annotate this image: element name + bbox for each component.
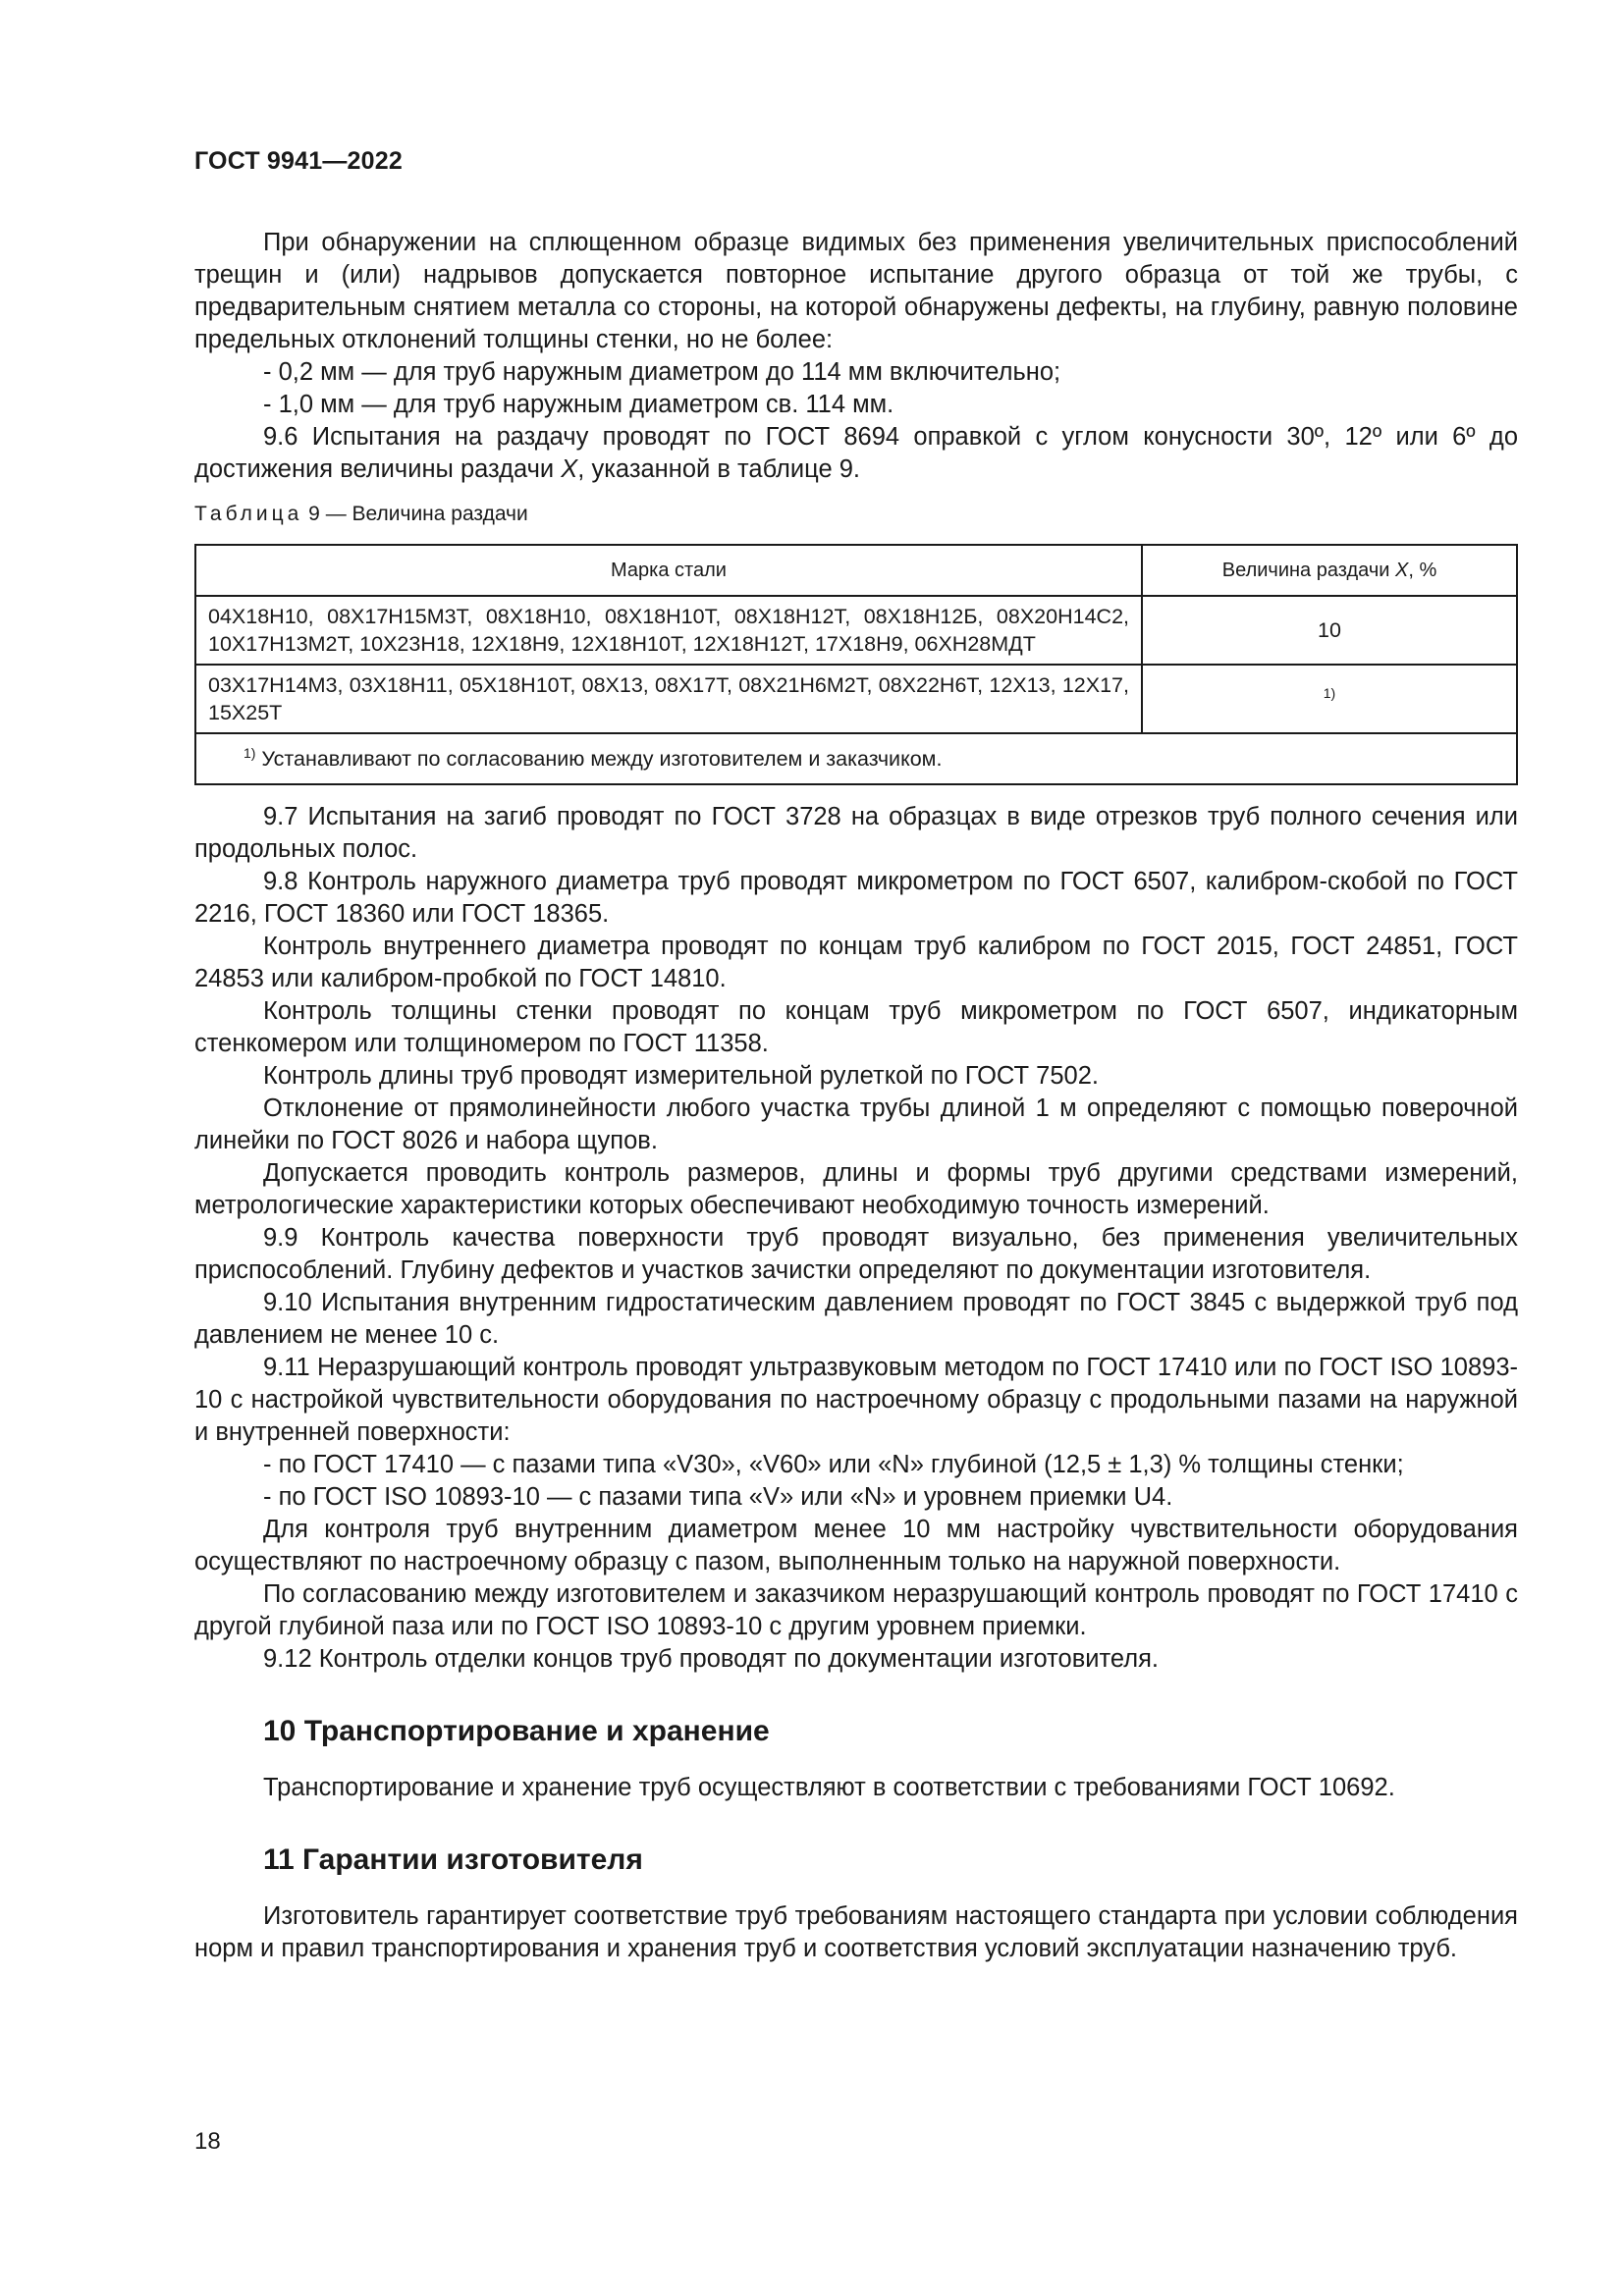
table-cell-grades: 03Х17Н14М3, 03Х18Н11, 05Х18Н10Т, 08Х13, 08Х17Т, 08Х21Н6М2Т, 08Х22Н6Т, 12Х13, 12Х17, 15Х25Т: [195, 665, 1142, 733]
table-footnote-row: [195, 733, 1517, 784]
footnote-mark: 1): [244, 744, 256, 761]
paragraph: Контроль толщины стенки проводят по концам труб микрометром по ГОСТ 6507, индикаторным стенкомером или толщиномером по ГОСТ 11358.: [194, 997, 1518, 1057]
document-header: ГОСТ 9941—2022: [194, 147, 403, 175]
document-page: [194, 147, 1518, 1965]
table-caption: [194, 498, 1518, 530]
table-row: [195, 596, 1517, 665]
paragraph-flattening-retest: При обнаружении на сплющенном образце видимых без применения увеличительных приспособлений трещин и (или) надрывов допускается повторное испытание другого образца от той же трубы, с предварительным снятием металла со стороны, на которой обнаружены дефекты, на глубину, равную половине предельных отклонений толщины стенки, но не более:: [194, 229, 1518, 353]
expansion-table: [194, 544, 1518, 785]
table-row: [195, 665, 1517, 733]
paragraph-9-7: 9.7 Испытания на загиб проводят по ГОСТ 3728 на образцах в виде отрезков труб полного сечения или продольных полос.: [194, 803, 1518, 863]
text-span: , указанной в таблице 9.: [577, 455, 861, 483]
paragraph: Транспортирование и хранение труб осуществляют в соответствии с требованиями ГОСТ 10692.: [263, 1774, 1395, 1801]
list-item: - 1,0 мм — для труб наружным диаметром св. 114 мм.: [263, 391, 894, 418]
table-header-row: [195, 545, 1517, 596]
paragraph: Контроль внутреннего диаметра проводят по концам труб калибром по ГОСТ 2015, ГОСТ 24851, ГОСТ 24853 или калибром-пробкой по ГОСТ 14810.: [194, 933, 1518, 992]
paragraph: Для контроля труб внутренним диаметром менее 10 мм настройку чувствительности оборудования осуществляют по настроечному образцу с пазом, выполненным только на наружной поверхности.: [194, 1516, 1518, 1575]
footnote-text: Устанавливают по согласованию между изготовителем и заказчиком.: [255, 747, 943, 771]
paragraph-9-12: 9.12 Контроль отделки концов труб проводят по документации изготовителя.: [263, 1645, 1159, 1673]
paragraph-9-8: 9.8 Контроль наружного диаметра труб проводят микрометром по ГОСТ 6507, калибром-скобой по ГОСТ 2216, ГОСТ 18360 или ГОСТ 18365.: [194, 868, 1518, 928]
table-cell-value: 10: [1142, 596, 1517, 665]
column-header-expansion: [1142, 545, 1517, 596]
variable-x: X: [561, 455, 578, 483]
variable-x: X: [1394, 560, 1409, 581]
table-caption-title: 9 — Величина раздачи: [302, 503, 528, 525]
paragraph: Отклонение от прямолинейности любого участка трубы длиной 1 м определяют с помощью поверочной линейки по ГОСТ 8026 и набора щупов.: [194, 1095, 1518, 1154]
paragraph-9-9: 9.9 Контроль качества поверхности труб проводят визуально, без применения увеличительных приспособлений. Глубину дефектов и участков зачистки определяют по документации изготовителя.: [194, 1224, 1518, 1284]
list-item: - 0,2 мм — для труб наружным диаметром до 114 мм включительно;: [263, 358, 1061, 386]
paragraph-9-6: [194, 421, 1518, 486]
text-span: , %: [1408, 560, 1437, 581]
text-span: 9.6 Испытания на раздачу проводят по ГОСТ 8694 оправкой с углом конусности 30º, 12º или 6º до достижения величины раздачи: [194, 423, 1518, 483]
paragraph: Изготовитель гарантирует соответствие труб требованиям настоящего стандарта при условии соблюдения норм и правил транспортирования и хранения труб и соответствия условий эксплуатации назначению труб.: [194, 1902, 1518, 1962]
list-item: - по ГОСТ 17410 — с пазами типа «V30», «V60» или «N» глубиной (12,5 ± 1,3) % толщины стенки;: [263, 1451, 1404, 1478]
paragraph: По согласованию между изготовителем и заказчиком неразрушающий контроль проводят по ГОСТ 17410 с другой глубиной паза или по ГОСТ ISO 10893-10 с другим уровнем приемки.: [194, 1580, 1518, 1640]
table-footnote: [195, 733, 1517, 784]
table-cell-grades: 04Х18Н10, 08Х17Н15М3Т, 08Х18Н10, 08Х18Н10Т, 08Х18Н12Т, 08Х18Н12Б, 08Х20Н14С2, 10Х17Н13М2Т, 10Х23Н18, 12Х18Н9, 12Х18Н10Т, 12Х18Н12Т, 17Х18Н9, 06ХН28МДТ: [195, 596, 1142, 665]
footnote-ref: 1): [1323, 684, 1336, 701]
table-caption-prefix: Таблица: [194, 503, 303, 525]
list-item: - по ГОСТ ISO 10893-10 — с пазами типа «V» или «N» и уровнем приемки U4.: [263, 1483, 1173, 1511]
column-header-steel-grade: Марка стали: [195, 545, 1142, 596]
page-number: 18: [194, 2128, 221, 2155]
paragraph: Допускается проводить контроль размеров, длины и формы труб другими средствами измерений, метрологические характеристики которых обеспечивают необходимую точность измерений.: [194, 1159, 1518, 1219]
paragraph: Контроль длины труб проводят измерительной рулеткой по ГОСТ 7502.: [263, 1062, 1099, 1090]
text-span: Величина раздачи: [1221, 560, 1395, 581]
table-cell-value: [1142, 665, 1517, 733]
section-heading-11: 11 Гарантии изготовителя: [263, 1843, 643, 1876]
paragraph-9-11: 9.11 Неразрушающий контроль проводят ультразвуковым методом по ГОСТ 17410 или по ГОСТ ISO 10893-10 с настройкой чувствительности оборудования по настроечному образцу с продольными пазами на наружной и внутренней поверхности:: [194, 1354, 1518, 1446]
paragraph-9-10: 9.10 Испытания внутренним гидростатическим давлением проводят по ГОСТ 3845 с выдержкой труб под давлением не менее 10 с.: [194, 1289, 1518, 1349]
section-heading-10: 10 Транспортирование и хранение: [263, 1715, 770, 1747]
